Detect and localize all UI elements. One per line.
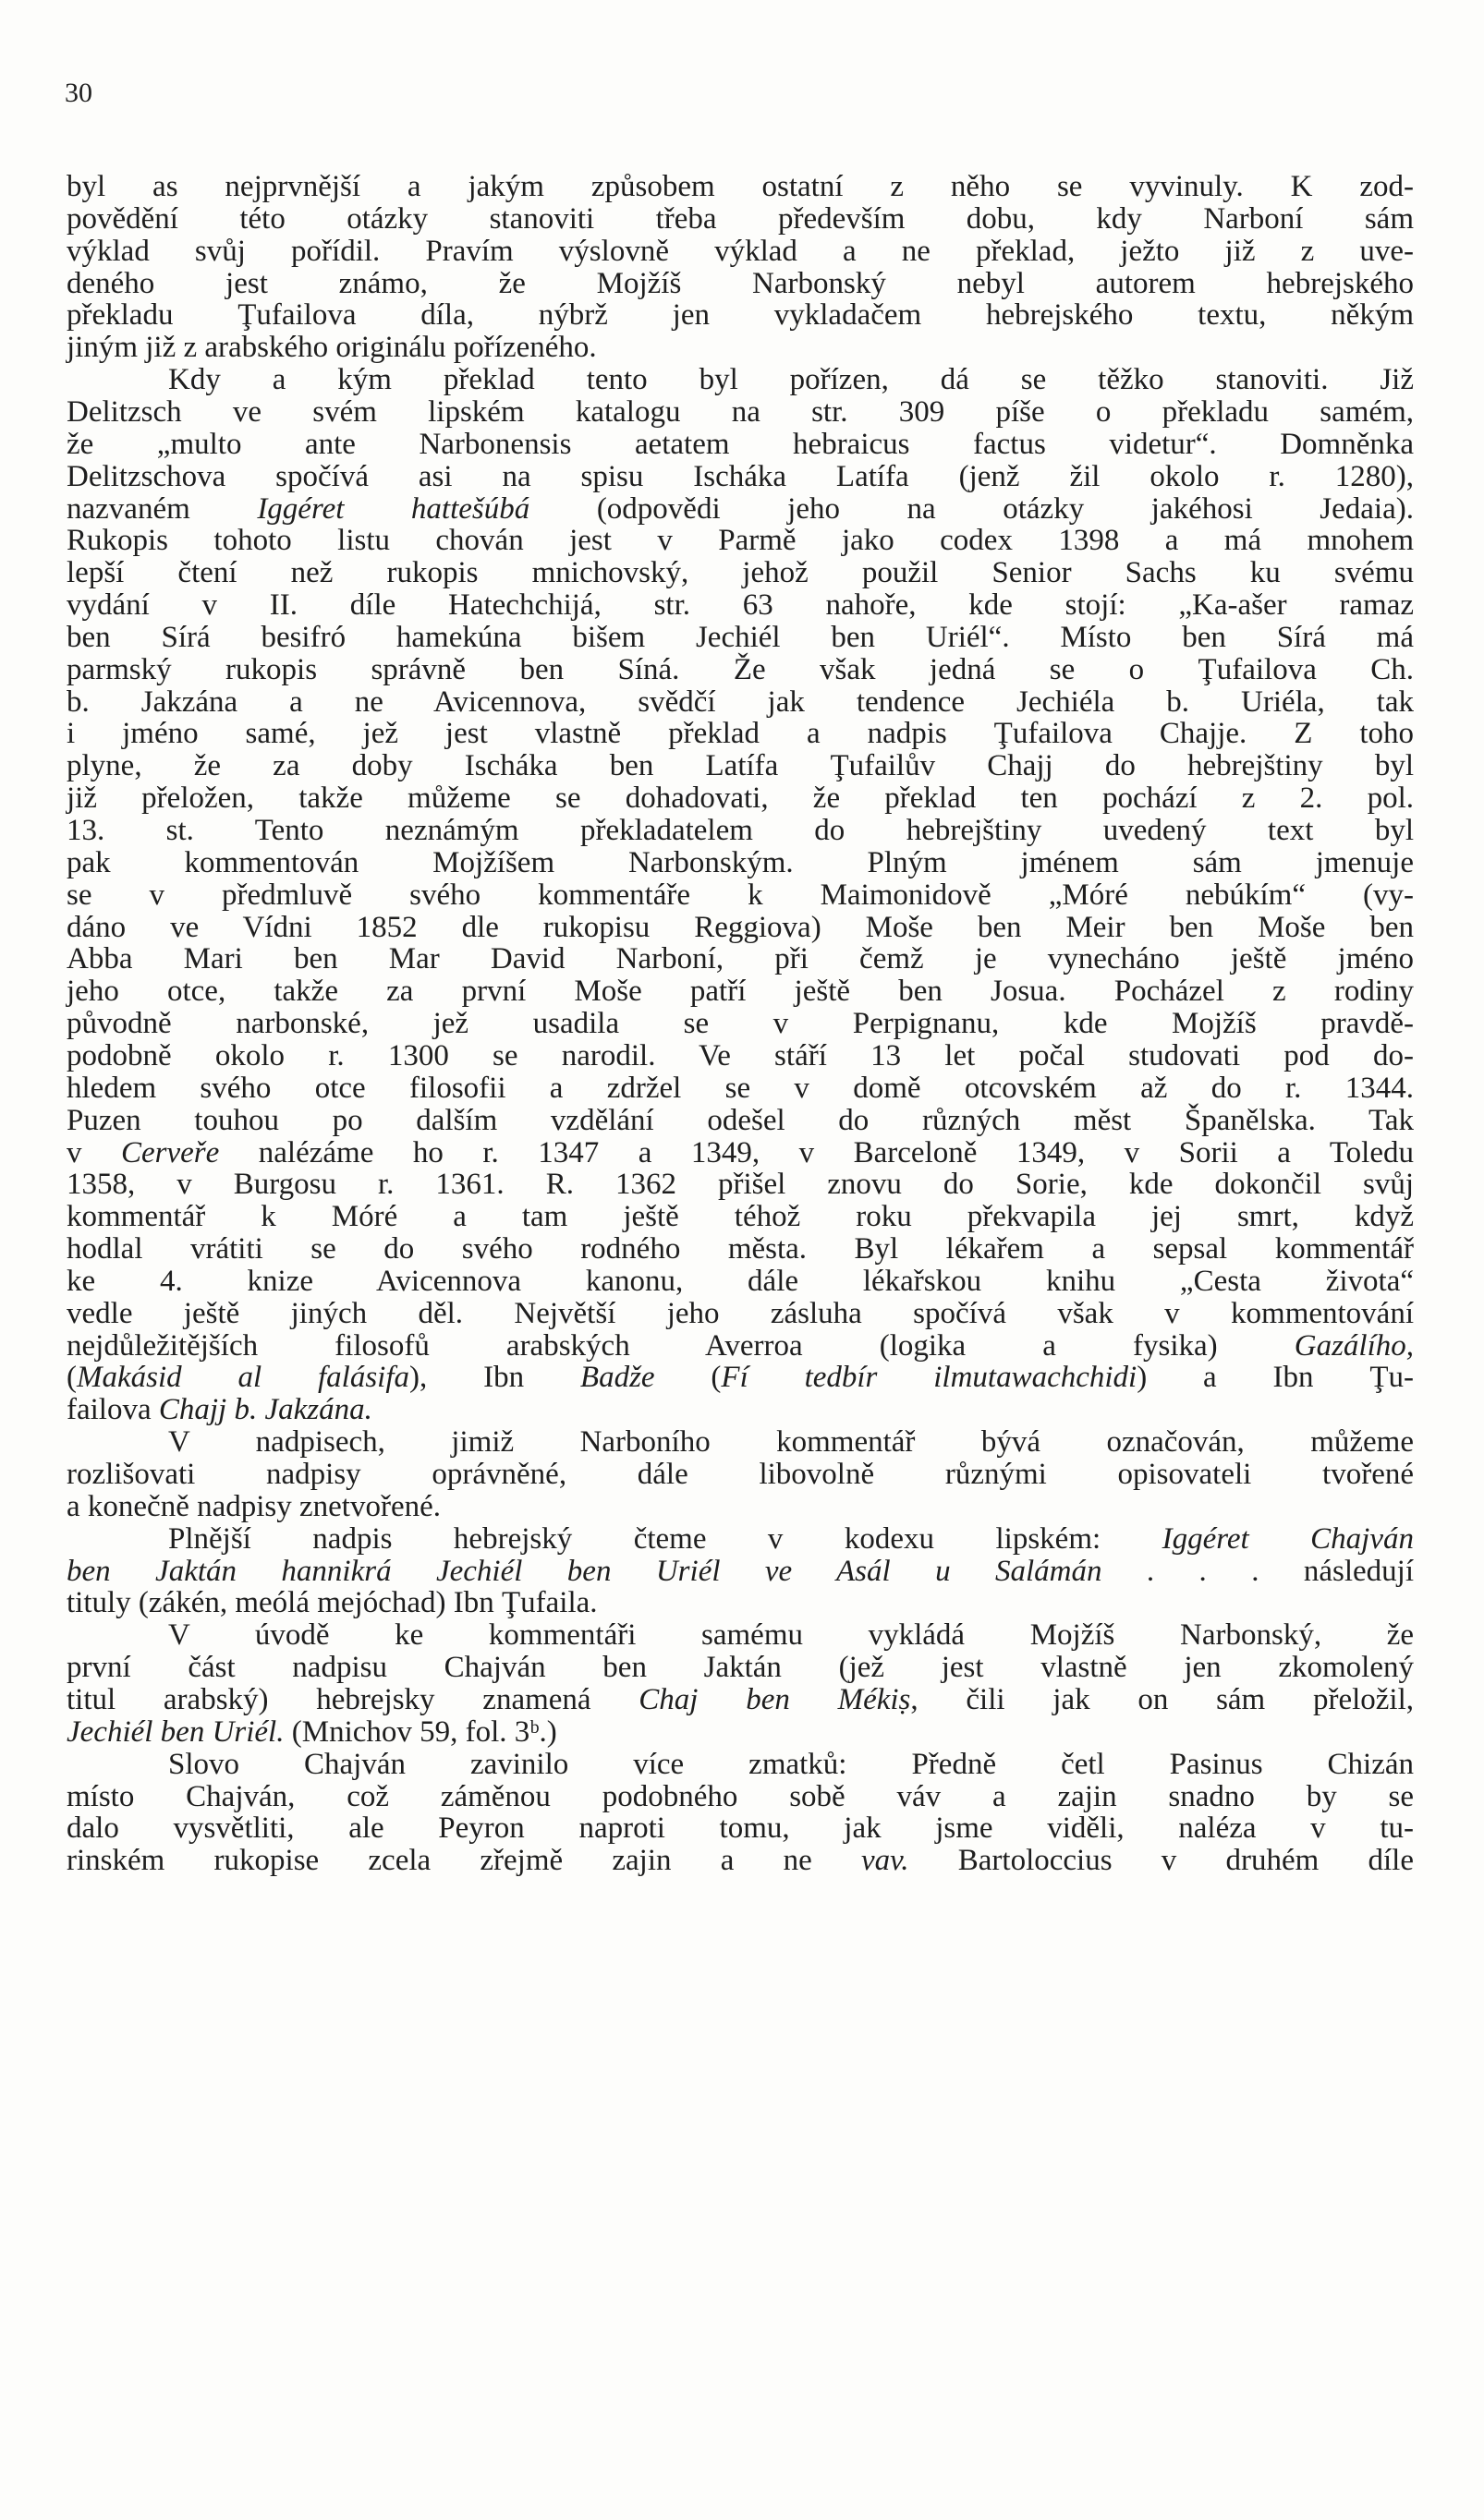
text-line <box>67 1427 1414 1458</box>
text-segment: hledem svého otce filosofii a zdržel se v domě otcovském až do r. 1344. <box>67 1072 1414 1105</box>
text-line <box>67 590 1414 621</box>
text-segment: a konečně nadpisy znetvořené. <box>67 1490 441 1523</box>
italic-segment: Chajj b. Jakzána. <box>158 1393 372 1426</box>
text-segment: povědění této otázky stanoviti třeba především dobu, kdy Narboní sám <box>67 202 1414 236</box>
text-line <box>67 1653 1414 1683</box>
text-line <box>67 1782 1414 1812</box>
text-segment: parmský rukopis správně ben Síná. Že však jedná se o Ţufailova Ch. <box>67 653 1414 686</box>
text-segment: ), Ibn <box>409 1361 580 1394</box>
text-segment: lepší čtení než rukopis mnichovský, jehož použil Senior Sachs ku svému <box>67 556 1414 589</box>
text-segment: (odpovědi jeho na otázky jakéhosi Jedaia). <box>529 492 1414 526</box>
italic-segment: Iggéret Chajván <box>1162 1522 1414 1556</box>
text-line <box>67 848 1414 878</box>
text-line <box>67 751 1414 781</box>
text-segment: pak kommentován Mojžíšem Narbonským. Plným jménem sám jmenuje <box>67 846 1414 879</box>
text-line <box>67 333 1414 363</box>
italic-segment: Makásid al falásifa <box>77 1361 410 1394</box>
text-segment: že „multo ante Narbonensis aetatem hebraicus factus videtur“. Domněnka <box>67 428 1414 461</box>
text-segment: plyne, že za doby Ischáka ben Latífa Ţufailův Chajj do hebrejštiny byl <box>67 749 1414 782</box>
text-line <box>67 1557 1414 1587</box>
text-segment: Puzen touhou po dalším vzdělání odešel do různých měst Španělska. Tak <box>67 1104 1414 1137</box>
text-line <box>67 880 1414 911</box>
text-line <box>67 1460 1414 1490</box>
text-line <box>67 1299 1414 1329</box>
text-segment: . . . následují <box>1101 1555 1414 1588</box>
text-segment: nejdůležitějších filosofů arabských Averroa (logika a fysika) <box>67 1329 1295 1363</box>
text-segment: b. Jakzána a ne Avicennova, svědčí jak tendence Jechiéla b. Uriéla, tak <box>67 685 1414 719</box>
text-segment: Rukopis tohoto listu chován jest v Parmě jako codex 1398 a má mnohem <box>67 524 1414 557</box>
text-segment: jiným již z arabského originálu pořízeného. <box>67 331 597 364</box>
text-line <box>67 204 1414 235</box>
text-segment: rinském rukopise zcela zřejmě zajin a ne <box>67 1844 861 1877</box>
text-segment: ke 4. knize Avicennova kanonu, dále lékařskou knihu „Cesta života“ <box>67 1265 1414 1298</box>
text-line <box>67 172 1414 202</box>
text-line <box>67 1266 1414 1297</box>
italic-segment: Jechiél ben Uriél. <box>67 1715 285 1749</box>
text-segment: Abba Mari ben Mar David Narboní, při čemž je vynecháno ještě jméno <box>67 942 1414 975</box>
text-segment: Slovo Chajván zavinilo více zmatků: Předně četl Pasinus Chizán <box>168 1748 1414 1781</box>
text-line <box>67 1138 1414 1169</box>
text-line <box>67 300 1414 331</box>
text-line <box>67 913 1414 943</box>
text-line <box>67 1685 1414 1715</box>
text-line <box>67 944 1414 975</box>
text-line <box>67 1846 1414 1876</box>
text-segment: Bartoloccius v druhém díle <box>908 1844 1414 1877</box>
text-segment: v <box>67 1136 121 1169</box>
text-segment: výklad svůj pořídil. Pravím výslovně výklad a ne překlad, ježto již z uve- <box>67 235 1414 268</box>
text-segment: podobně okolo r. 1300 se narodil. Ve stáří 13 let počal studovati pod do- <box>67 1039 1414 1072</box>
italic-segment: Badže <box>579 1361 655 1394</box>
text-segment: i jméno samé, jež jest vlastně překlad a nadpis Ţufailova Chajje. Z toho <box>67 717 1414 750</box>
text-line <box>67 430 1414 460</box>
italic-segment: Fí tedbír ilmutawachchidi <box>721 1361 1137 1394</box>
text-segment: Plnější nadpis hebrejský čteme v kodexu lipském: <box>168 1522 1162 1556</box>
text-line <box>67 623 1414 653</box>
italic-segment: vav. <box>860 1844 909 1877</box>
text-line <box>67 1169 1414 1200</box>
text-segment: ( <box>654 1361 722 1394</box>
text-segment: (Mnichov 59, fol. 3ᵇ.) <box>284 1715 557 1749</box>
text-segment: nalézáme ho r. 1347 a 1349, v Barceloně 1349, v Sorii a Toledu <box>219 1136 1415 1169</box>
text-segment: již přeložen, takže můžeme se dohadovati, že překlad ten pochází z 2. pol. <box>67 781 1414 815</box>
text-segment: dáno ve Vídni 1852 dle rukopisu Reggiova) Moše ben Meir ben Moše ben <box>67 911 1414 944</box>
text-line <box>67 365 1414 395</box>
text-segment: původně narbonské, jež usadila se v Perpignanu, kde Mojžíš pravdě- <box>67 1007 1414 1040</box>
text-segment: Delitzsch ve svém lipském katalogu na str. 309 píše o překladu samém, <box>67 395 1414 429</box>
text-segment: místo Chajván, což záměnou podobného sobě váv a zajin snadno by se <box>67 1780 1414 1813</box>
text-segment: titul arabský) hebrejsky znamená <box>67 1683 639 1716</box>
text-line <box>67 526 1414 556</box>
text-segment: se v předmluvě svého kommentáře k Maimonidově „Móré nebúkím“ (vy- <box>67 878 1414 912</box>
text-line <box>67 1331 1414 1362</box>
text-segment: ) a Ibn Ţu- <box>1137 1361 1414 1394</box>
text-segment: V nadpisech, jimiž Narboního kommentář bývá označován, můžeme <box>168 1425 1414 1459</box>
text-segment: deného jest známo, že Mojžíš Narbonský nebyl autorem hebrejského <box>67 267 1414 300</box>
text-segment: překladu Ţufailova díla, nýbrž jen vykladačem hebrejského textu, někým <box>67 298 1414 332</box>
text-segment: hodlal vrátiti se do svého rodného města. Byl lékařem a sepsal kommentář <box>67 1232 1414 1266</box>
text-line <box>67 783 1414 814</box>
text-segment: vedle ještě jiných děl. Největší jeho zásluha spočívá však v kommentování <box>67 1297 1414 1330</box>
text-segment: 1358, v Burgosu r. 1361. R. 1362 přišel znovu do Sorie, kde dokončil svůj <box>67 1168 1414 1201</box>
text-segment: rozlišovati nadpisy oprávněné, dále libovolně různými opisovateli tvořené <box>67 1458 1414 1491</box>
italic-segment: ben Jaktán hannikrá Jechiél ben Uriél ve Asál u Salámán <box>67 1555 1102 1588</box>
text-line <box>67 558 1414 588</box>
text-segment: tituly (zákén, meólá mejóchad) Ibn Ţufaila. <box>67 1586 598 1619</box>
text-line <box>67 1395 1414 1425</box>
text-line <box>67 1750 1414 1780</box>
text-line <box>67 1234 1414 1265</box>
text-line <box>67 1620 1414 1651</box>
text-line <box>67 462 1414 492</box>
text-line <box>67 1009 1414 1039</box>
text-line <box>67 1106 1414 1136</box>
text-line <box>67 397 1414 428</box>
italic-segment: Iggéret hattešúbá <box>257 492 530 526</box>
text-line <box>67 1202 1414 1232</box>
text-line <box>67 1813 1414 1844</box>
italic-segment: Chaj ben Mékiṣ <box>639 1683 911 1716</box>
text-segment: Delitzschova spočívá asi na spisu Ischáka Latífa (jenž žil okolo r. 1280), <box>67 460 1414 493</box>
text-segment: nazvaném <box>67 492 258 526</box>
text-segment: 13. st. Tento neznámým překladatelem do hebrejštiny uvedený text byl <box>67 814 1414 847</box>
italic-segment: Cerveře <box>121 1136 220 1169</box>
text-line <box>67 1363 1414 1393</box>
page-number: 30 <box>65 78 92 108</box>
text-segment: ( <box>67 1361 77 1394</box>
text-line <box>67 1073 1414 1104</box>
text-line <box>67 1492 1414 1522</box>
text-segment: dalo vysvětliti, ale Peyron naproti tomu, jak jsme viděli, naléza v tu- <box>67 1811 1414 1845</box>
text-line <box>67 1041 1414 1072</box>
text-segment: byl as nejprvnější a jakým způsobem ostatní z něho se vyvinuly. K zod- <box>67 170 1414 203</box>
text-line <box>67 816 1414 846</box>
text-segment: kommentář k Móré a tam ještě téhož roku překvapila jej smrt, když <box>67 1200 1414 1233</box>
text-line <box>67 687 1414 718</box>
text-segment: jeho otce, takže za první Moše patří ještě ben Josua. Pocházel z rodiny <box>67 975 1414 1008</box>
text-segment: V úvodě ke kommentáři samému vykládá Mojžíš Narbonský, že <box>168 1618 1414 1652</box>
text-segment: failova <box>67 1393 159 1426</box>
text-segment: ben Sírá besifró hamekúna bišem Jechiél ben Uriél“. Místo ben Sírá má <box>67 621 1414 654</box>
text-line <box>67 655 1414 685</box>
text-line <box>67 1717 1414 1748</box>
text-segment: , čili jak on sám přeložil, <box>910 1683 1415 1716</box>
text-segment: první část nadpisu Chajván ben Jaktán (jež jest vlastně jen zkomolený <box>67 1651 1414 1684</box>
text-line <box>67 976 1414 1007</box>
text-line <box>67 269 1414 299</box>
text-line <box>67 719 1414 749</box>
text-line <box>67 1588 1414 1618</box>
text-line <box>67 236 1414 267</box>
text-segment: Kdy a kým překlad tento byl pořízen, dá se těžko stanoviti. Již <box>168 363 1414 396</box>
text-line <box>67 1524 1414 1555</box>
italic-segment: Gazálího, <box>1294 1329 1414 1363</box>
text-segment: vydání v II. díle Hatechchijá, str. 63 nahoře, kde stojí: „Ka-ašer ramaz <box>67 588 1414 622</box>
text-line <box>67 494 1414 525</box>
